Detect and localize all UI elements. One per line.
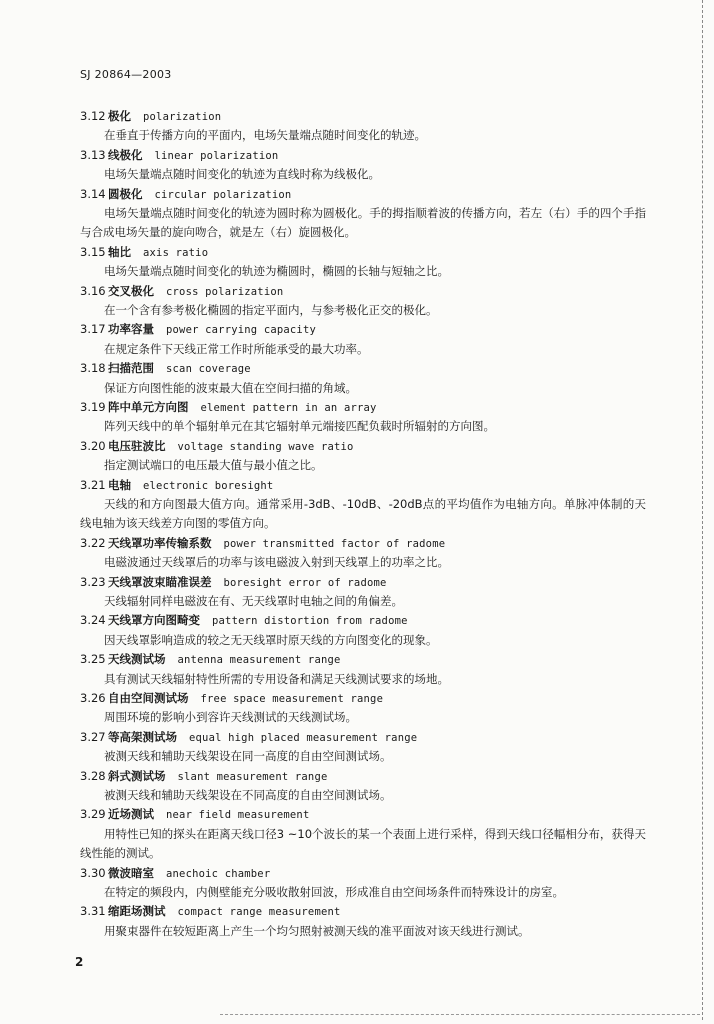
term-number: 3.28	[80, 768, 106, 783]
term-definition: 被测天线和辅助天线架设在不同高度的自由空间测试场。	[104, 787, 392, 802]
term-english: cross polarization	[166, 285, 284, 298]
term-entry	[80, 185, 646, 243]
term-english: free space measurement range	[200, 692, 384, 705]
term-number: 3.25	[80, 652, 106, 667]
term-number: 3.30	[80, 865, 106, 880]
term-number: 3.27	[80, 729, 106, 744]
term-entry	[80, 107, 646, 146]
term-definition: 用特性已知的探头在距离天线口径3 ~10个波长的某一个表面上进行采样，得到天线口径幅相分布，获得天线性能的测试。	[80, 826, 646, 861]
term-heading	[80, 398, 646, 417]
term-english: electronic boresight	[143, 479, 274, 492]
term-chinese: 线极化	[108, 147, 143, 162]
term-number: 3.26	[80, 690, 106, 705]
term-heading	[80, 320, 646, 339]
term-entry	[80, 611, 646, 650]
term-chinese: 极化	[108, 109, 131, 123]
term-entry	[80, 282, 646, 321]
term-entry	[80, 359, 646, 398]
term-chinese: 扫描范围	[108, 361, 154, 376]
term-number: 3.13	[80, 147, 106, 162]
term-definition: 被测天线和辅助天线架设在同一高度的自由空间测试场。	[104, 749, 392, 764]
binding-margin-rule	[702, 0, 703, 1020]
term-chinese: 交叉极化	[108, 283, 154, 298]
term-definition: 阵列天线中的单个辐射单元在其它辐射单元端接匹配负载时所辐射的方向图。	[104, 419, 495, 434]
term-entry	[80, 767, 646, 806]
term-number: 3.14	[80, 186, 106, 201]
term-chinese: 天线罩方向图畸变	[108, 613, 200, 628]
term-english: equal high placed measurement range	[189, 731, 418, 744]
term-english: scan coverage	[166, 363, 251, 376]
term-number: 3.19	[80, 399, 106, 414]
term-entry	[80, 534, 646, 573]
term-chinese: 天线测试场	[108, 652, 166, 667]
term-english: polarization	[143, 111, 222, 123]
term-entry	[80, 864, 646, 903]
term-heading	[80, 573, 646, 592]
term-chinese: 电轴	[108, 477, 131, 492]
term-chinese: 功率容量	[108, 322, 154, 337]
term-definition: 用聚束器件在较短距离上产生一个均匀照射被测天线的准平面波对该天线进行测试。	[104, 923, 530, 938]
term-chinese: 自由空间测试场	[108, 690, 189, 705]
term-definition: 因天线罩影响造成的较之无天线罩时原天线的方向图变化的现象。	[104, 632, 438, 647]
term-number: 3.18	[80, 361, 106, 376]
term-english: boresight error of radome	[223, 576, 387, 589]
term-heading	[80, 805, 646, 824]
term-definition: 保证方向图性能的波束最大值在空间扫描的角域。	[104, 380, 357, 395]
term-chinese: 轴比	[108, 244, 131, 259]
term-chinese: 圆极化	[108, 186, 143, 201]
term-heading	[80, 185, 646, 204]
term-definition: 具有测试天线辐射特性所需的专用设备和满足天线测试要求的场地。	[104, 671, 449, 686]
term-entry	[80, 689, 646, 728]
term-chinese: 阵中单元方向图	[108, 399, 189, 414]
term-definition: 电场矢量端点随时间变化的轨迹为直线时称为线极化。	[104, 167, 380, 182]
term-number: 3.16	[80, 283, 106, 298]
term-heading	[80, 611, 646, 630]
term-heading	[80, 534, 646, 553]
term-heading	[80, 359, 646, 378]
term-number: 3.24	[80, 613, 106, 628]
term-chinese: 等高架测试场	[108, 729, 177, 744]
term-english: near field measurement	[166, 809, 310, 822]
term-chinese: 缩距场测试	[108, 904, 166, 919]
term-entry	[80, 476, 646, 534]
term-entry	[80, 573, 646, 612]
term-chinese: 微波暗室	[108, 865, 154, 880]
term-definition: 指定测试端口的电压最大值与最小值之比。	[104, 458, 323, 473]
term-definition: 天线辐射同样电磁波在有、无天线罩时电轴之间的角偏差。	[104, 593, 403, 608]
term-definition: 在垂直于传播方向的平面内，电场矢量端点随时间变化的轨迹。	[104, 128, 426, 143]
term-english: compact range measurement	[177, 906, 341, 919]
term-entry	[80, 398, 646, 437]
term-definition: 周围环境的影响小到容许天线测试的天线测试场。	[104, 710, 357, 725]
term-entry	[80, 650, 646, 689]
term-english: linear polarization	[154, 149, 279, 162]
term-heading	[80, 902, 646, 921]
term-entry	[80, 320, 646, 359]
term-entry	[80, 146, 646, 185]
term-number: 3.17	[80, 322, 106, 337]
term-definition: 电场矢量端点随时间变化的轨迹为圆时称为圆极化。手的拇指顺着波的传播方向，若左（右）手的四个手指与合成电场矢量的旋向吻合，就是左（右）旋圆极化。	[80, 205, 646, 240]
term-heading	[80, 767, 646, 786]
term-entry	[80, 437, 646, 476]
term-heading	[80, 146, 646, 165]
term-english: element pattern in an array	[200, 401, 377, 414]
term-chinese: 天线罩功率传输系数	[108, 535, 212, 550]
term-english: power transmitted factor of radome	[223, 537, 446, 550]
term-english: pattern distortion from radome	[212, 615, 408, 628]
term-heading	[80, 650, 646, 669]
term-heading	[80, 864, 646, 883]
term-number: 3.15	[80, 244, 106, 259]
term-chinese: 斜式测试场	[108, 768, 166, 783]
terms-list	[80, 107, 646, 941]
term-entry	[80, 243, 646, 282]
term-english: antenna measurement range	[177, 654, 341, 667]
term-english: anechoic chamber	[166, 867, 271, 880]
term-definition: 电场矢量端点随时间变化的轨迹为椭圆时，椭圆的长轴与短轴之比。	[104, 264, 449, 279]
term-definition: 天线的和方向图最大值方向。通常采用-3dB、-10dB、-20dB点的平均值作为电轴方向。单脉冲体制的天线电轴为该天线差方向图的零值方向。	[80, 496, 646, 531]
term-number: 3.22	[80, 535, 106, 550]
document-code: SJ 20864—2003	[80, 68, 172, 81]
term-english: voltage standing wave ratio	[177, 440, 354, 453]
term-number: 3.23	[80, 574, 106, 589]
term-definition: 在规定条件下天线正常工作时所能承受的最大功率。	[104, 341, 369, 356]
term-definition: 电磁波通过天线罩后的功率与该电磁波入射到天线罩上的功率之比。	[104, 555, 449, 570]
term-number: 3.29	[80, 807, 106, 822]
term-entry	[80, 728, 646, 767]
term-definition: 在特定的频段内，内侧壁能充分吸收散射回波，形成准自由空间场条件而特殊设计的房室。	[104, 884, 564, 899]
term-english: circular polarization	[154, 188, 292, 201]
term-chinese: 近场测试	[108, 807, 154, 822]
term-english: slant measurement range	[177, 770, 328, 783]
term-definition: 在一个含有参考极化椭圆的指定平面内，与参考极化正交的极化。	[104, 302, 438, 317]
term-number: 3.12	[80, 109, 106, 123]
term-number: 3.21	[80, 477, 106, 492]
term-heading	[80, 107, 646, 126]
term-heading	[80, 689, 646, 708]
term-number: 3.31	[80, 904, 106, 919]
term-english: power carrying capacity	[166, 324, 316, 337]
term-chinese: 天线罩波束瞄准误差	[108, 574, 212, 589]
term-entry	[80, 902, 646, 941]
term-heading	[80, 243, 646, 262]
term-heading	[80, 728, 646, 747]
page-number: 2	[75, 955, 84, 969]
term-english: axis ratio	[143, 246, 209, 259]
term-heading	[80, 437, 646, 456]
bottom-margin-rule	[220, 1014, 700, 1015]
term-heading	[80, 282, 646, 301]
term-chinese: 电压驻波比	[108, 438, 166, 453]
term-number: 3.20	[80, 438, 106, 453]
term-entry	[80, 805, 646, 863]
term-heading	[80, 476, 646, 495]
